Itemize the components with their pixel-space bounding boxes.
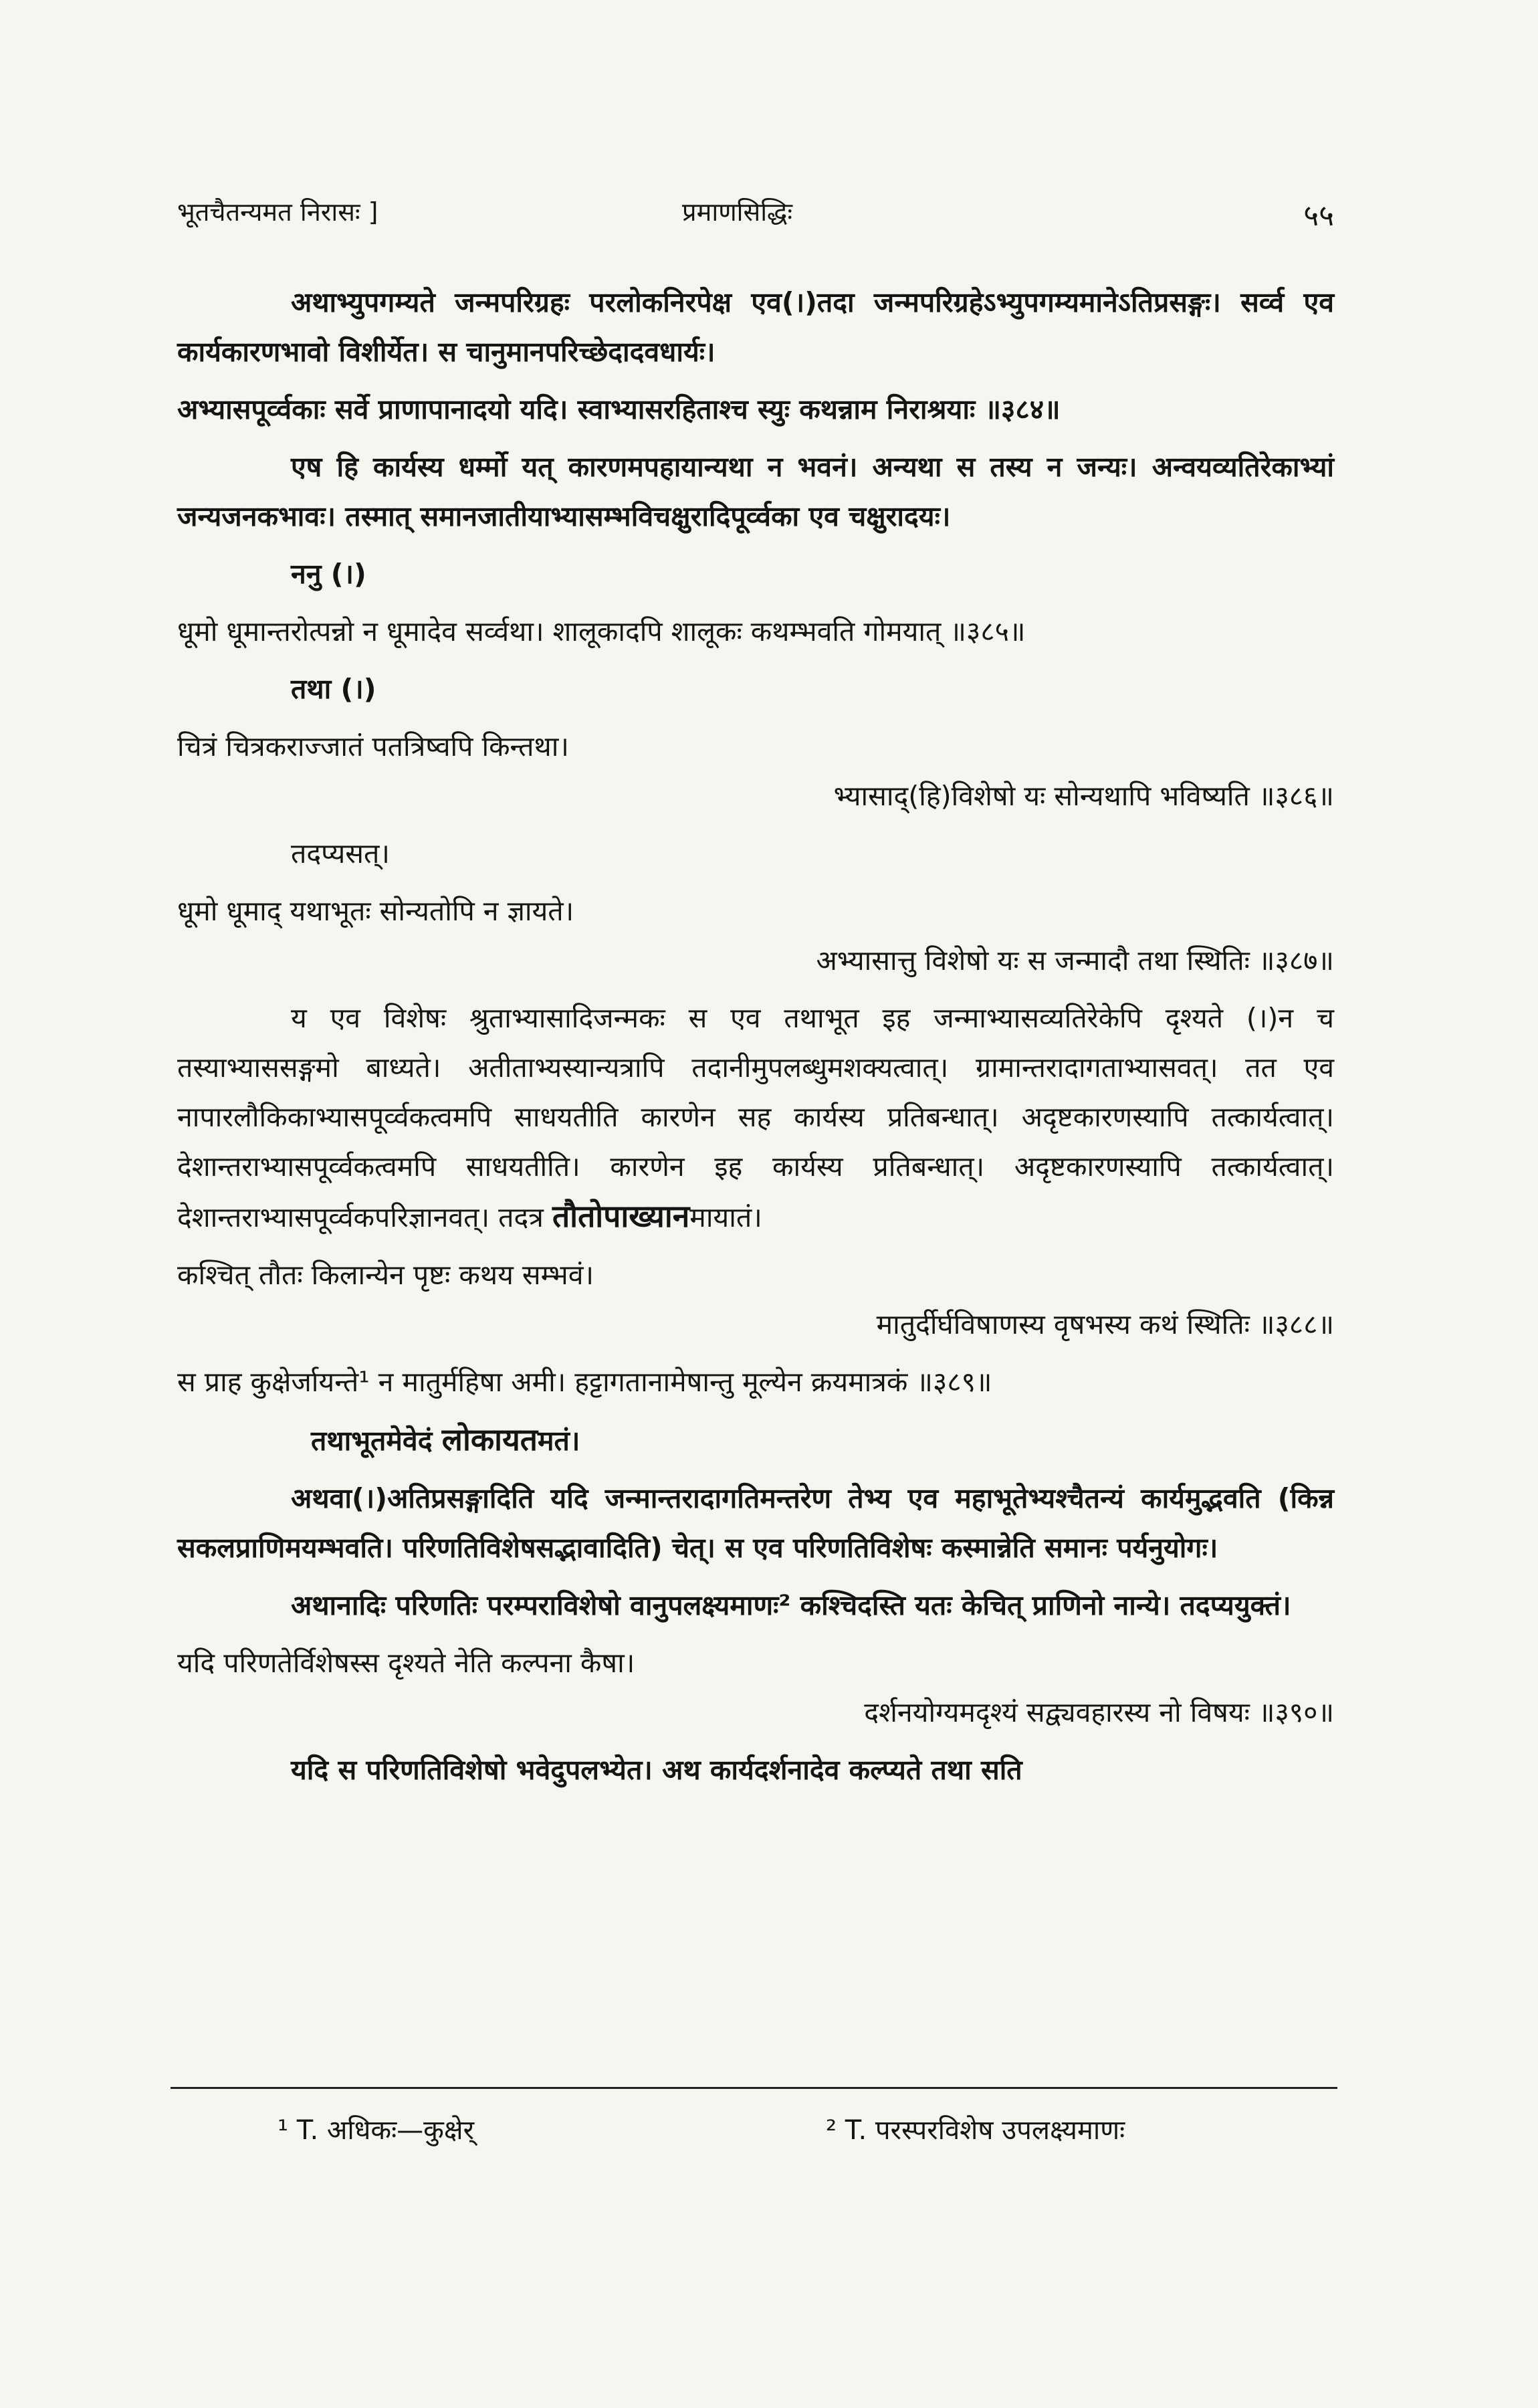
footnote-1: ¹ T. अधिकः—कुक्षेर् [278, 2115, 474, 2146]
paragraph [177, 993, 1334, 1242]
footnotes [177, 2110, 1334, 2157]
footnote-divider [171, 2087, 1337, 2089]
verse-387-line1: धूमो धूमाद् यथाभूतः सोन्यतोपि न ज्ञायते। [177, 895, 574, 927]
verse-386-line2: भ्यासाद्(हि)विशेषो यः सोन्यथापि भविष्यति ॥३८६॥ [833, 780, 1334, 812]
verse-390-line1: यदि परिणतेर्विशेषस्स दृश्यते नेति कल्पना कैषा। [177, 1647, 635, 1679]
tatha-line: तथा (।) [291, 673, 376, 705]
verse-387-line2: अभ्यासात्तु विशेषो यः स जन्मादौ तथा स्थितिः ॥३८७॥ [816, 944, 1334, 977]
lokayata-line [177, 1415, 1334, 1466]
verse-385: धूमो धूमान्तरोत्पन्नो न धूमादेव सर्व्वथा। शालूकादपि शालूकः कथम्भवति गोमयात् ॥३८५॥ [177, 615, 1026, 647]
paragraph-tail: मायातं। [689, 1201, 762, 1233]
verse-389: स प्राह कुक्षेर्जायन्ते¹ न मातुर्महिषा अमी। हट्टागतानामेषान्तु मूल्येन क्रयमात्रकं ॥३८९॥ [177, 1366, 992, 1398]
paragraph: अथानादिः परिणतिः परम्पराविशेषो वानुपलक्ष्यमाणः² कश्चिदस्ति यतः केचित् प्राणिनो नान्ये। तदप्ययुक्तं। [291, 1589, 1291, 1621]
verse-384: अभ्यासपूर्व्वकाः सर्वे प्राणापानादयो यदि। स्वाभ्यासरहिताश्च स्युः कथन्नाम निराश्रयाः ॥३८४॥ [177, 393, 1061, 425]
nanu-line: ननु (।) [291, 558, 366, 590]
verse-390-line2: दर्शनयोग्यमदृश्यं सद्व्यवहारस्य नो विषयः ॥३९०॥ [864, 1696, 1334, 1728]
paragraph: एष हि कार्यस्य धर्म्मो यत् कारणमपहायान्यथा न भवनं। अन्यथा स तस्य न जन्यः। अन्वयव्यतिरेकाभ्यां जन्यजनकभावः। तस्मात् समानजातीयाभ्यासम्भविचक्षुरादिपूर्व्वका एव चक्षुरादयः। [177, 451, 1334, 532]
emphasized-term: लोकायत [441, 1421, 538, 1458]
page-number: ५५ [1303, 199, 1334, 233]
running-header [177, 194, 1334, 241]
lokayata-pre: तथाभूतमेवेदं [311, 1425, 442, 1457]
paragraph-text: य एव विशेषः श्रुताभ्यासादिजन्मकः स एव तथाभूत इह जन्माभ्यासव्यतिरेकेपि दृश्यते (।)न च तस्याभ्याससङ्गमो बाध्यते। अतीताभ्यस्यान्यत्रापि तदानीमुपलब्धुमशक्यत्वात्। ग्रामान्तरादागताभ्यासवत्। तत एव नापारलौकिकाभ्यासपूर्व्वकत्वमपि साधयतीति कारणेन सह कार्यस्य प्रतिबन्धात्। अदृष्टकारणस्यापि तत्कार्यत्वात्। देशान्तराभ्यासपूर्व्वकत्वमपि साधयतीति। कारणेन इह कार्यस्य प्रतिबन्धात्। अदृष्टकारणस्यापि तत्कार्यत्वात्। देशान्तराभ्यासपूर्व्वकपरिज्ञानवत्। तदत्र [177, 1002, 1334, 1233]
footnote-2: ² T. परस्परविशेष उपलक्ष्यमाणः [826, 2115, 1125, 2146]
lokayata-post: मतं। [538, 1425, 580, 1457]
tadapyasat-line: तदप्यसत्। [291, 837, 390, 870]
verse-388-line1: कश्चित् तौतः किलान्येन पृष्टः कथय सम्भवं। [177, 1259, 594, 1291]
emphasized-term: तौतोपाख्यान [552, 1198, 690, 1234]
paragraph: अथाभ्युपगम्यते जन्मपरिग्रहः परलोकनिरपेक्ष एव(।)तदा जन्मपरिग्रहेऽभ्युपगम्यमानेऽतिप्रसङ्गः। सर्व्व एव कार्यकारणभावो विशीर्येत। स चानुमानपरिच्छेदादवधार्यः। [177, 286, 1334, 368]
verse-388-line2: मातुर्दीर्घविषाणस्य वृषभस्य कथं स्थितिः ॥३८८॥ [876, 1308, 1334, 1340]
paragraph: यदि स परिणतिविशेषो भवेदुपलभ्येत। अथ कार्यदर्शनादेव कल्प्यते तथा सति [291, 1754, 1022, 1786]
chapter-title: भूतचैतन्यमत निरासः ] [177, 197, 378, 227]
paragraph: अथवा(।)अतिप्रसङ्गादिति यदि जन्मान्तरादागतिमन्तरेण तेभ्य एव महाभूतेभ्यश्चैतन्यं कार्यमुद्भवति (किन्न सकलप्राणिमयम्भवति। परिणतिविशेषसद्भावादिति) चेत्। स एव परिणतिविशेषः कस्मान्नेति समानः पर्यनुयोगः। [177, 1482, 1334, 1564]
verse-386-line1: चित्रं चित्रकराज्जातं पतत्रिष्वपि किन्तथा। [177, 730, 569, 763]
page-body [177, 278, 1334, 1803]
book-title: प्रमाणसिद्धिः [682, 197, 793, 227]
